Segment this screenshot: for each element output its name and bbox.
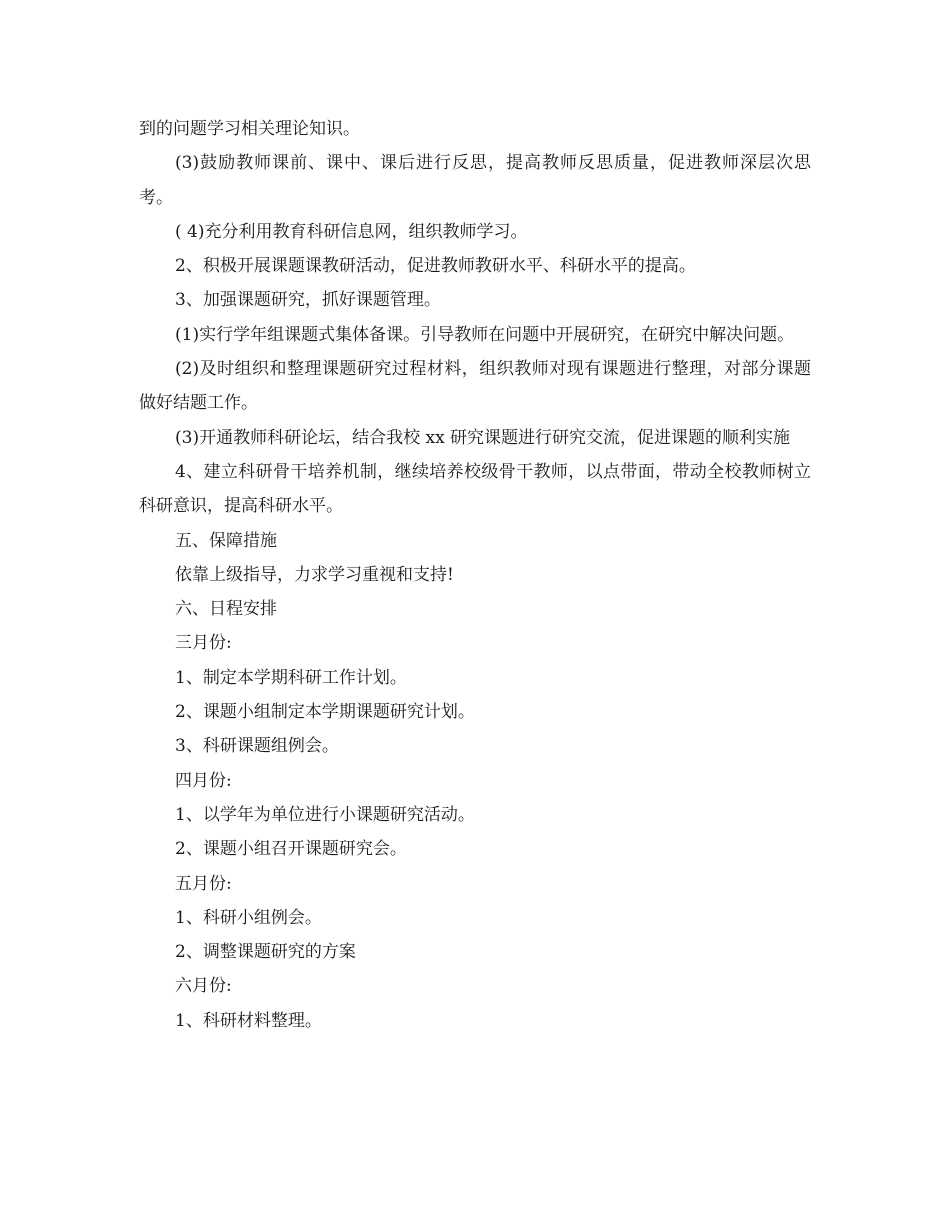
heading-section-5-guarantee: 五、保障措施	[175, 530, 277, 551]
paragraph-continued-question-study: 到的问题学习相关理论知识。	[139, 119, 360, 139]
list-item-june-1: 1、科研材料整理。	[175, 1010, 322, 1031]
paragraph-item-3-reflection: (3)鼓励教师课前、课中、课后进行反思，提高教师反思质量，促进教师深层次思考。	[139, 153, 811, 208]
list-item-march-2: 2、课题小组制定本学期课题研究计划。	[175, 702, 475, 723]
paragraph-guarantee-detail: 依靠上级指导，力求学习重视和支持!	[175, 564, 454, 585]
paragraph-item-4-info-network: ( 4)充分利用教育科研信息网，组织教师学习。	[175, 221, 528, 242]
paragraph-section-4-backbone: 4、建立科研骨干培养机制，继续培养校级骨干教师，以点带面，带动全校教师树立科研意识，提高科研水平。	[139, 461, 811, 517]
list-item-march-3: 3、科研课题组例会。	[175, 736, 339, 757]
paragraph-item-2-materials: (2)及时组织和整理课题研究过程材料，组织教师对现有课题进行整理，对部分课题做好结题工作。	[139, 359, 811, 414]
list-item-may-1: 1、科研小组例会。	[175, 907, 322, 928]
paragraph-item-1-lesson-prep: (1)实行学年组课题式集体备课。引导教师在问题中开展研究，在研究中解决问题。	[175, 324, 795, 345]
document-body	[139, 112, 811, 1038]
paragraph-section-3-management: 3、加强课题研究，抓好课题管理。	[175, 290, 441, 311]
heading-section-6-schedule: 六、日程安排	[175, 599, 277, 620]
list-item-march-1: 1、制定本学期科研工作计划。	[175, 667, 407, 688]
paragraph-section-2-activities: 2、积极开展课题课教研活动，促进教师教研水平、科研水平的提高。	[175, 256, 696, 277]
list-item-may-2: 2、调整课题研究的方案	[175, 942, 356, 963]
heading-may: 五月份:	[175, 873, 232, 894]
list-item-april-1: 1、以学年为单位进行小课题研究活动。	[175, 804, 475, 825]
heading-march: 三月份:	[175, 633, 232, 654]
paragraph-item-3-forum: (3)开通教师科研论坛，结合我校 xx 研究课题进行研究交流，促进课题的顺利实施	[175, 427, 791, 448]
list-item-april-2: 2、课题小组召开课题研究会。	[175, 839, 407, 860]
heading-april: 四月份:	[175, 770, 232, 791]
heading-june: 六月份:	[175, 976, 232, 997]
